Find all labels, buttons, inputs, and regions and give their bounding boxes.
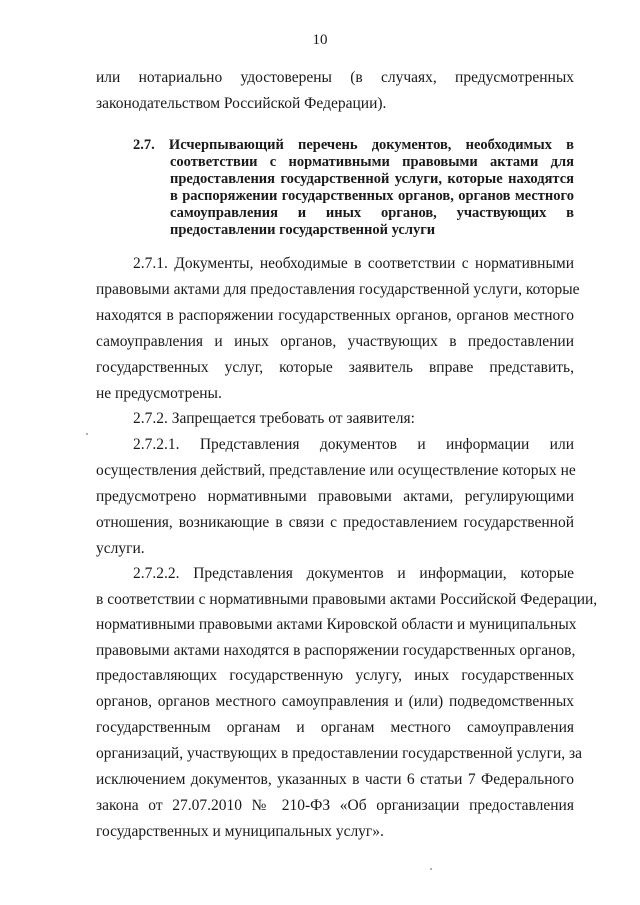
text-line: в соответствии с нормативными правовыми актами Российской Федерации, <box>96 591 598 608</box>
text-line: государственным органам и органам местного самоуправления <box>96 719 574 736</box>
text-line: или нотариально удостоверены (в случаях, предусмотренных <box>96 69 574 86</box>
text-line: предусмотрено нормативными правовыми актами, регулирующими <box>96 488 574 505</box>
section-heading-line: соответствии с нормативными правовыми актами для <box>170 154 574 170</box>
section-heading-line: самоуправления и иных органов, участвующих в <box>170 205 574 221</box>
section-heading-line: 2.7. Исчерпывающий перечень документов, необходимых в <box>133 137 574 153</box>
text-line: нормативными правовыми актами Кировской области и муниципальных <box>96 616 577 633</box>
text-line: правовыми актами находятся в распоряжении государственных органов, <box>96 642 576 659</box>
text-line: закона от 27.07.2010 № 210-ФЗ «Об организации предоставления <box>96 797 574 814</box>
text-line: не предусмотрены. <box>96 385 222 402</box>
text-line: организаций, участвующих в предоставлении государственной услуги, за <box>96 745 583 762</box>
section-heading-line: в распоряжении государственных органов, органов местного <box>170 188 574 204</box>
text-line: 2.7.1. Документы, необходимые в соответствии с нормативными <box>133 255 574 272</box>
text-line: находятся в распоряжении государственных органов, органов местного <box>96 307 574 324</box>
text-line: 2.7.2.1. Представления документов и информации или <box>133 436 574 453</box>
text-line: 2.7.2. Запрещается требовать от заявителя: <box>133 410 415 427</box>
text-line: осуществления действий, представление или осуществление которых не <box>96 462 576 479</box>
text-line: 2.7.2.2. Представления документов и информации, которые <box>133 565 574 582</box>
text-line: исключением документов, указанных в части 6 статьи 7 Федерального <box>96 771 574 788</box>
text-line: услуги. <box>96 540 145 557</box>
scan-speck <box>430 868 432 870</box>
page-number: 10 <box>312 32 328 48</box>
text-line: правовыми актами для предоставления государственной услуги, которые <box>96 281 580 298</box>
text-line: законодательством Российской Федерации). <box>96 95 387 112</box>
text-line: отношения, возникающие в связи с предоставлением государственной <box>96 514 574 531</box>
section-heading-line: предоставлении государственной услуги <box>170 222 436 238</box>
text-line: самоуправления и иных органов, участвующих в предоставлении <box>96 333 574 350</box>
text-line: органов, органов местного самоуправления и (или) подведомственных <box>96 693 574 710</box>
text-line: государственных услуг, которые заявитель вправе представить, <box>96 359 574 376</box>
scan-speck <box>86 433 88 435</box>
section-heading-line: предоставления государственной услуги, которые находятся <box>170 171 574 187</box>
text-line: государственных и муниципальных услуг». <box>96 823 384 840</box>
text-line: предоставляющих государственную услугу, иных государственных <box>96 667 574 684</box>
